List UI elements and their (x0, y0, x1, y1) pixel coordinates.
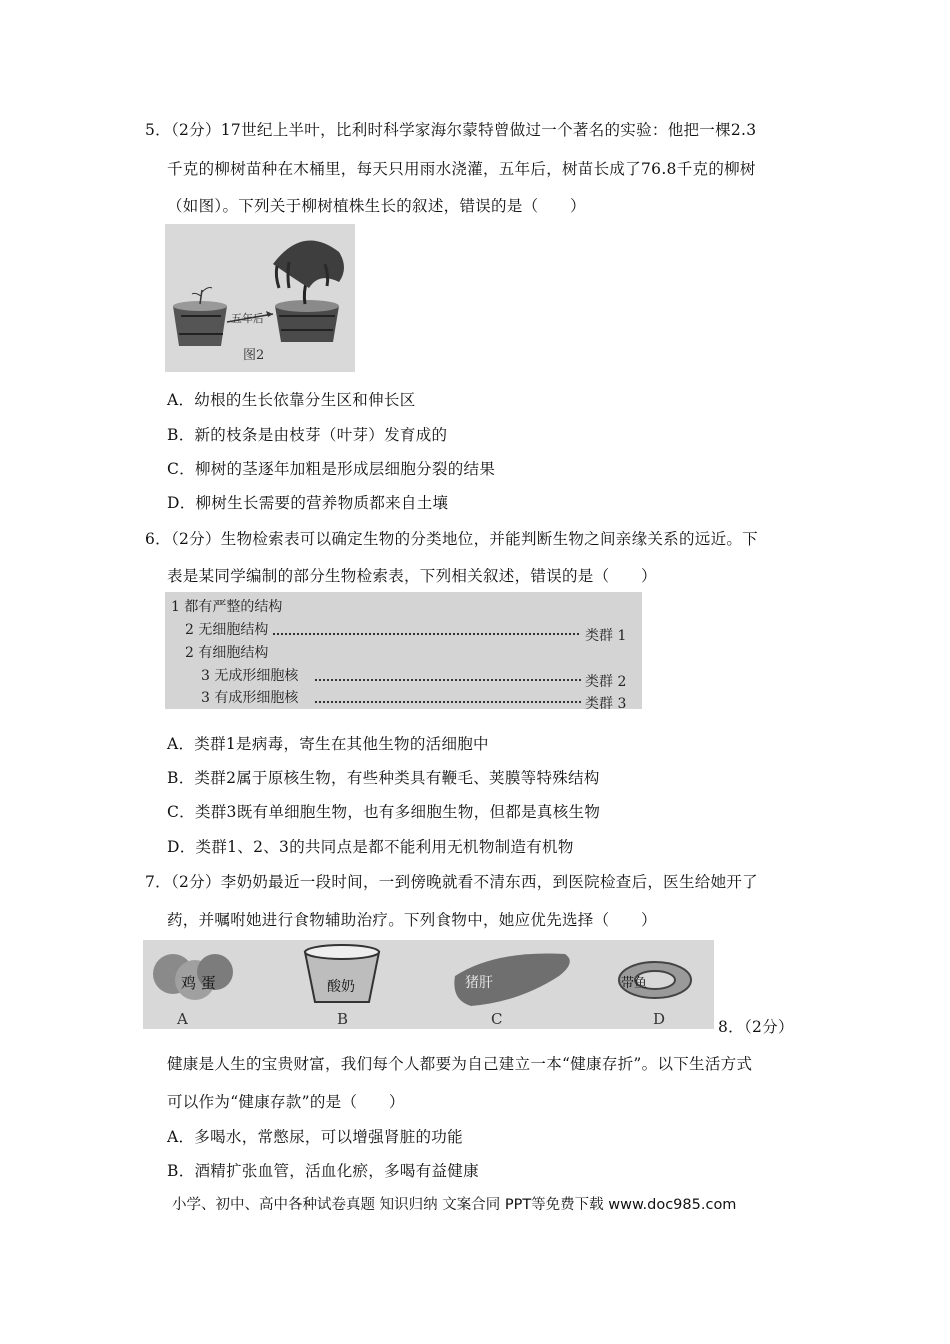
classification-key-figure (165, 592, 642, 709)
food-a-name: 鸡 蛋 (181, 974, 216, 992)
q6-option-b: B．类群2属于原核生物，有些种类具有鞭毛、荚膜等特殊结构 (167, 769, 600, 787)
key-dots-2 (273, 633, 579, 635)
key-row-4-group: 类群 2 (585, 674, 627, 690)
key-row-5: 3 有成形细胞核 (201, 690, 299, 706)
figure-caption: 图2 (243, 348, 265, 363)
key-row-1: 1 都有严整的结构 (171, 599, 283, 615)
key-row-4: 3 无成形细胞核 (201, 668, 299, 684)
q8-option-b: B．酒精扩张血管，活血化瘀，多喝有益健康 (167, 1162, 479, 1180)
key-dots-5 (315, 701, 581, 703)
food-a-letter: A (177, 1010, 188, 1028)
key-row-2-group: 类群 1 (585, 628, 627, 644)
food-c-name: 猪肝 (465, 975, 493, 991)
footer-banner: 小学、初中、高中各种试卷真题 知识归纳 文案合同 PPT等免费下载 www.doc985.com (172, 1197, 737, 1213)
q5-option-c: C．柳树的茎逐年加粗是形成层细胞分裂的结果 (167, 460, 496, 478)
q6-option-a: A．类群1是病毒，寄生在其他生物的活细胞中 (167, 735, 489, 753)
q6-stem-line1: 6．（2分）生物检索表可以确定生物的分类地位，并能判断生物之间亲缘关系的远近。下 (145, 530, 758, 548)
q8-number: 8．（2分） (718, 1018, 794, 1036)
key-dots-4 (315, 679, 581, 681)
q5-option-a: A．幼根的生长依靠分生区和伸长区 (167, 391, 416, 409)
q5-option-d: D．柳树生长需要的营养物质都来自土壤 (167, 494, 449, 512)
q5-stem-line1: 5．（2分）17世纪上半叶，比利时科学家海尔蒙特曾做过一个著名的实验：他把一棵2.3 (145, 121, 757, 139)
arrow-label: 五年后 (231, 312, 264, 325)
q8-option-a: A．多喝水，常憋尿，可以增强肾脏的功能 (167, 1128, 463, 1146)
food-d-name: 带鱼 (621, 976, 648, 991)
q5-stem-line3: （如图）。下列关于柳树植株生长的叙述，错误的是（ ） (167, 197, 586, 215)
food-options-figure (143, 940, 714, 1029)
food-c-letter: C (491, 1010, 503, 1028)
key-row-2: 2 无细胞结构 (185, 622, 269, 638)
food-d-letter: D (653, 1010, 666, 1028)
q7-stem-line2: 药，并嘱咐她进行食物辅助治疗。下列食物中，她应优先选择（ ） (167, 911, 657, 929)
q5-stem-line2: 千克的柳树苗种在木桶里，每天只用雨水浇灌，五年后，树苗长成了76.8千克的柳树 (167, 160, 756, 178)
food-b-name: 酸奶 (327, 979, 355, 995)
q8-stem-line1: 健康是人生的宝贵财富，我们每个人都要为自己建立一本“健康存折”。以下生活方式 (167, 1055, 753, 1073)
willow-experiment-figure (165, 224, 355, 372)
q6-option-d: D．类群1、2、3的共同点是都不能利用无机物制造有机物 (167, 838, 574, 856)
key-row-3: 2 有细胞结构 (185, 645, 269, 661)
q5-option-b: B．新的枝条是由枝芽（叶芽）发育成的 (167, 426, 448, 444)
q6-option-c: C．类群3既有单细胞生物，也有多细胞生物，但都是真核生物 (167, 803, 601, 821)
q6-stem-line2: 表是某同学编制的部分生物检索表，下列相关叙述，错误的是（ ） (167, 567, 657, 585)
q8-stem-line2: 可以作为“健康存款”的是（ ） (167, 1093, 405, 1111)
food-b-letter: B (337, 1010, 349, 1028)
q7-stem-line1: 7．（2分）李奶奶最近一段时间，一到傍晚就看不清东西，到医院检查后，医生给她开了 (145, 873, 758, 891)
key-row-5-group: 类群 3 (585, 696, 627, 709)
